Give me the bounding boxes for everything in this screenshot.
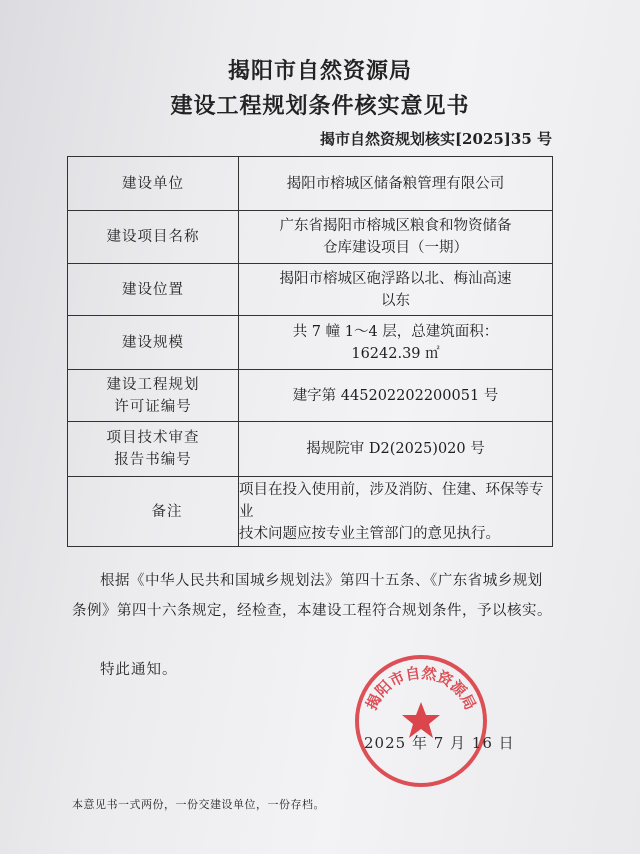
label-project-name: 建设项目名称 [68, 211, 239, 264]
label-review-report-number-line2: 报告书编号 [114, 452, 192, 468]
document-title-line2: 建设工程规划条件核实意见书 [170, 94, 470, 119]
document-number: 揭市自然资规划核实[2025]35 号 [319, 130, 552, 148]
table-row [68, 211, 553, 264]
label-remarks: 备注 [68, 477, 239, 547]
table-row [68, 157, 553, 211]
legal-basis-paragraph: 根据《中华人民共和国城乡规划法》第四十五条、《广东省城乡规划条例》第四十六条规定，经检查，本建设工程符合规划条件，予以核实。 [72, 573, 552, 619]
official-seal-icon [352, 652, 490, 790]
label-permit-number [68, 370, 239, 422]
table-row [68, 477, 553, 547]
label-permit-number-line2: 许可证编号 [114, 398, 192, 415]
label-permit-number-line1: 建设工程规划 [106, 376, 200, 393]
value-construction-unit: 揭阳市榕城区储备粮管理有限公司 [239, 157, 553, 211]
label-construction-unit: 建设单位 [68, 157, 239, 211]
value-review-report-number: 揭规院审 D2(2025)020 号 [239, 422, 553, 477]
label-review-report-number [68, 422, 239, 477]
label-review-report-number-line1: 项目技术审查 [106, 430, 200, 446]
table-row [68, 422, 553, 477]
label-location: 建设位置 [68, 264, 239, 316]
value-permit-number: 建字第 445202202200051 号 [239, 370, 553, 422]
value-project-name-line2: 仓库建设项目（一期） [323, 240, 468, 256]
document-title-line1: 揭阳市自然资源局 [227, 59, 412, 84]
value-scale-line1: 共 7 幢 1～4 层，总建筑面积： [292, 323, 499, 340]
info-table [67, 156, 553, 547]
issue-date: 2025 年 7 月 16 日 [364, 734, 515, 752]
table-row [68, 316, 553, 370]
value-scale-line2: 16242.39 ㎡ [351, 345, 440, 362]
table-row [68, 264, 553, 316]
value-remarks-line1: 项目在投入使用前，涉及消防、住建、环保等专业 [239, 481, 544, 520]
value-location-line1: 揭阳市榕城区砲浮路以北、梅汕高速 [279, 270, 512, 287]
value-location-line2: 以东 [381, 292, 410, 309]
seal-text: 揭阳市自然资源局 [362, 663, 480, 713]
table-row [68, 370, 553, 422]
value-scale [239, 316, 553, 370]
value-project-name [239, 211, 553, 264]
footer-note: 本意见书一式两份，一份交建设单位，一份存档。 [72, 798, 325, 811]
label-scale: 建设规模 [68, 316, 239, 370]
value-location [239, 264, 553, 316]
value-remarks-line2: 技术问题应按专业主管部门的意见执行。 [239, 525, 500, 542]
notice-closing: 特此通知。 [100, 662, 178, 678]
value-remarks [239, 477, 553, 547]
value-project-name-line1: 广东省揭阳市榕城区粮食和物资储备 [279, 218, 512, 234]
